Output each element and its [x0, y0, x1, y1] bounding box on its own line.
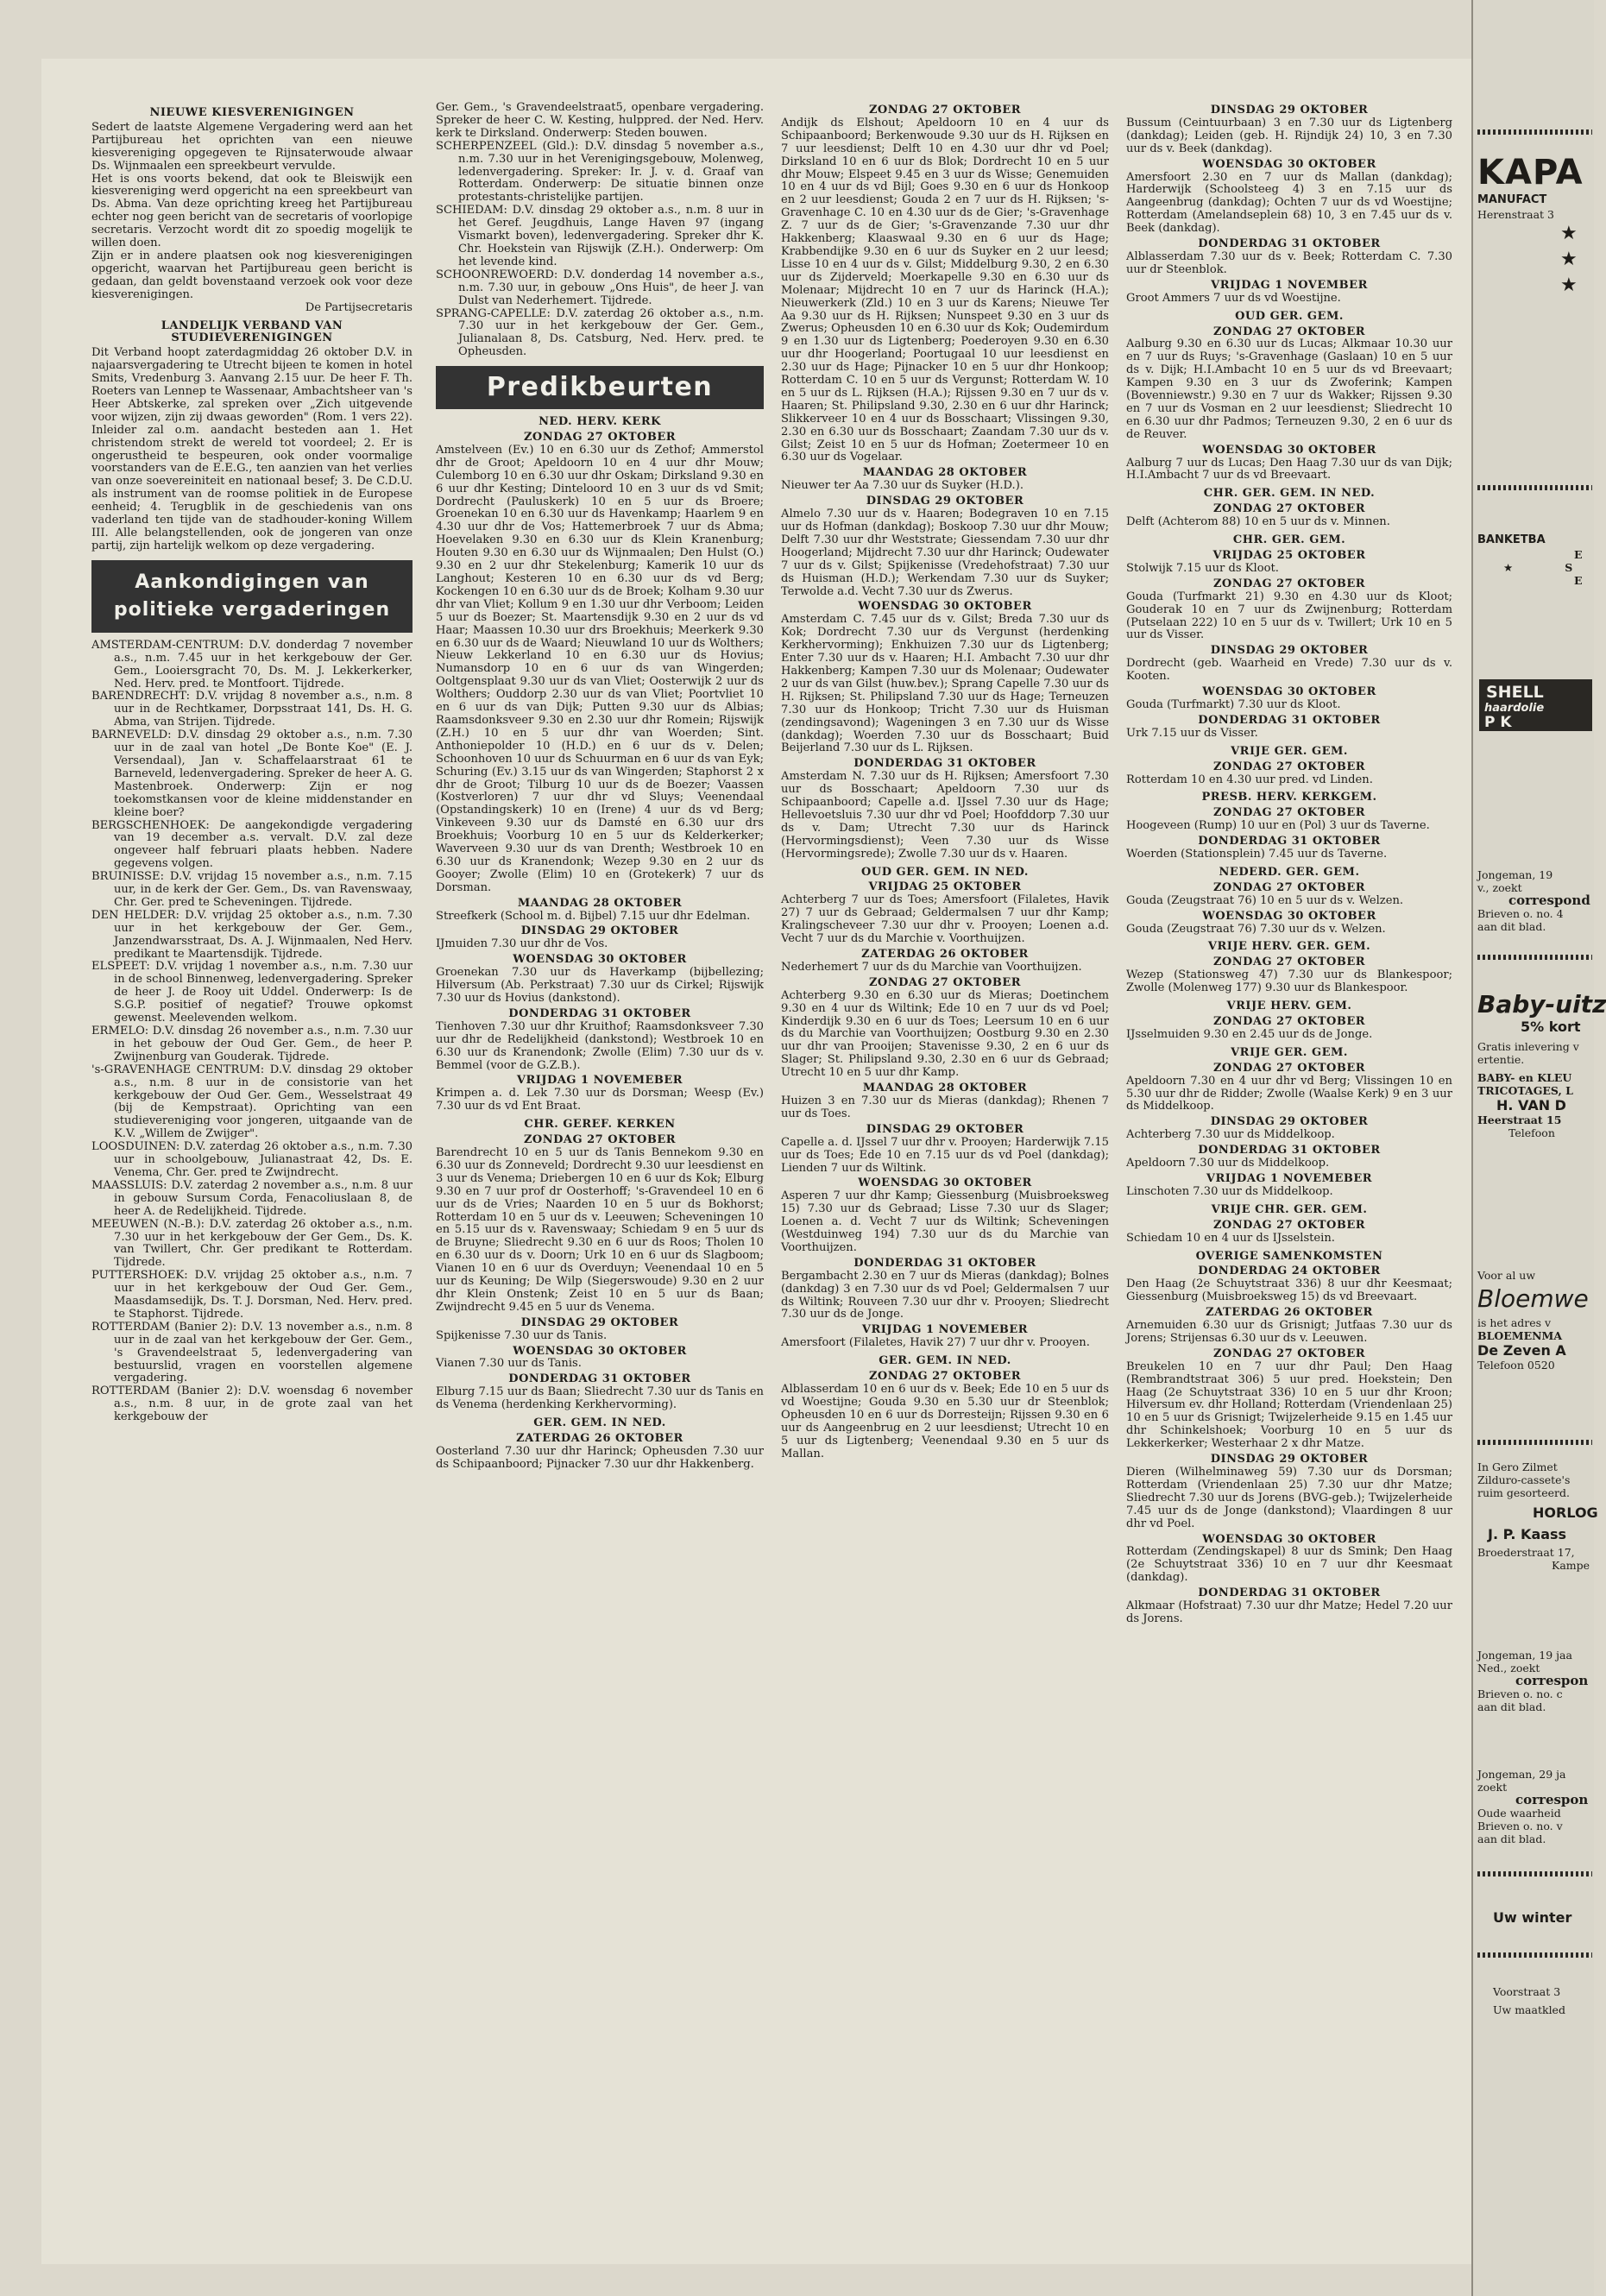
ad-text: Voorstraat 3: [1493, 1985, 1561, 1998]
date-heading: ZATERDAG 26 OKTOBER: [516, 1432, 683, 1445]
meeting-announcement: SCHERPENZEEL (Gld.): D.V. dinsdag 5 november a.s., n.m. 7.30 uur in het Verenigingsgebouw, Molenweg, ledenvergadering. Spreker: Ir. J. v. d. Graaf van Rotterdam. Onderwerp: De situatie binnen onze protestants-christelijke partijen.: [436, 139, 764, 205]
date-heading: WOENSDAG 30 OKTOBER: [513, 953, 687, 967]
date-heading: DINSDAG 29 OKTOBER: [1210, 644, 1369, 658]
paragraph: Krimpen a. d. Lek 7.30 uur ds Dorsman; Weesp (Ev.) 7.30 uur ds vd Ent Braat.: [436, 1087, 764, 1113]
ad-text: Broederstraat 17,: [1477, 1546, 1575, 1559]
paragraph: Woerden (Stationsplein) 7.45 uur ds Taverne.: [1126, 848, 1388, 861]
paragraph: Apeldoorn 7.30 en 4 uur dhr vd Berg; Vlissingen 10 en 5.30 uur dhr de Ridder; Zwolle (Waalse Kerk) 9 en 3 uur ds Middelkoop.: [1126, 1074, 1452, 1113]
paragraph: Wezep (Stationsweg 47) 7.30 uur ds Blankespoor; Zwolle (Molenweg 177) 9.30 uur ds Blankespoor.: [1126, 968, 1452, 995]
star-icon: ★: [1560, 223, 1578, 244]
ad-border: [1477, 955, 1592, 960]
ad-text: is het adres v: [1477, 1316, 1552, 1329]
ad-text: Jongeman, 19 jaa: [1477, 1649, 1572, 1662]
paragraph: Capelle a. d. IJssel 7 uur dhr v. Prooyen; Harderwijk 7.15 uur ds Toes; Ede 10 en 7.15 uur ds vd Poel (dankdag); Lienden 7 uur ds Wiltink.: [781, 1135, 1109, 1175]
date-heading: ZONDAG 27 OKTOBER: [1212, 806, 1366, 820]
meeting-announcement: ROTTERDAM (Banier 2): D.V. 13 november a.s., n.m. 8 uur in de zaal van het kerkgebouw der Ger. Gem., 's Gravendeelstraat 5, ledenvergadering van bestuurslid, vragen en voorstellen algemene vergadering.: [91, 1320, 413, 1385]
ad-text: Oude waarheid: [1477, 1807, 1561, 1820]
meeting-announcement: ERMELO: D.V. dinsdag 26 november a.s., n.m. 7.30 uur in het gebouw der Oud Ger. Gem., de heer P. Zwijnenburg van Gouderak. Tijdrede.: [91, 1025, 413, 1063]
ad-border: [1477, 129, 1592, 135]
paragraph: Achterberg 9.30 en 6.30 uur ds Mieras; Doetinchem 9.30 en 4 uur ds Wiltink; Ede 10 en 7 uur ds vd Poel; Kinderdijk 9.30 en 6 uur ds Toes; Leersum 10 en 6 uur ds du Marchie van Voorthuijzen; Oostburg 9.30 en 2.30 uur dhr van Prooijen; Stavenisse 9.30, 2 en 6 uur ds Slager; St. Philipsland 9.30, 2.30 en 6 uur ds Gebraad; Utrecht 10 en 5 uur dhr Kamp.: [781, 988, 1109, 1080]
ad-text: aan dit blad.: [1477, 920, 1546, 933]
paragraph: Barendrecht 10 en 5 uur ds Tanis Bennekom 9.30 en 6.30 uur ds Zonneveld; Dordrecht 9.30 uur leesdienst en 3 uur ds Venema; Driebergen 10 en 6 uur ds Kok; Elburg 9.30 en 7 uur prof dr Oosterhoff; 's-Gravendeel 10 en 6 uur ds de Vries; Naarden 10 en 5 uur ds Bokhorst; Rotterdam 10 en 5 uur ds v. Leeuwen; Scheveningen 10 en 5.15 uur ds v. Ravenswaay; Schiedam 9 en 5 uur ds de Bruyne; Sliedrecht 9.30 en 6 uur ds Roos; Tholen 10 en 6.30 uur ds v. Doorn; Urk 10 en 6 uur ds Slagboom; Vianen 10 en 6 uur ds Overduyn; Veenendaal 10 en 5 uur ds Keuning; De Wilp (Siegerswoude) 9.30 en 2 uur dhr Klein Onstenk; Zeist 10 en 5 uur ds Baan; Zwijndrecht 9.45 en 5 uur ds Venema.: [436, 1145, 764, 1314]
date-heading: ZONDAG 27 OKTOBER: [523, 1133, 677, 1147]
ad-baby-title: Baby-uitz: [1477, 990, 1606, 1019]
date-heading: WOENSDAG 30 OKTOBER: [1202, 685, 1376, 699]
paragraph: Groenekan 7.30 uur ds Haverkamp (bijbellezing; Hilversum (Ab. Perkstraat) 7.30 uur ds Cirkel; Rijswijk 7.30 uur ds Hovius (dankstond).: [436, 966, 764, 1005]
section-heading: PRESB. HERV. KERKGEM.: [1201, 791, 1377, 804]
date-heading: VRIJDAG 1 NOVEMEBER: [1206, 1171, 1373, 1185]
ad-banketba-line: [1477, 561, 1592, 574]
column-2-sermons: [436, 102, 764, 1472]
paragraph: Schiedam 10 en 4 uur ds IJsselstein.: [1126, 1231, 1335, 1245]
paragraph: Alkmaar (Hofstraat) 7.30 uur dhr Matze; Hedel 7.20 uur ds Jorens.: [1126, 1599, 1452, 1625]
paragraph: Het is ons voorts bekend, dat ook te Bleiswijk een kiesvereniging werd opgericht na een spreekbeurt van Ds. Abma. Van deze oprichting kreeg het Partijbureau echter nog geen bericht van de secretaris of voorlopige secretaris. Verzocht wordt dit zo spoedig mogelijk te willen doen.: [91, 172, 413, 250]
ad-text: correspon: [1515, 1673, 1589, 1688]
paragraph: Vianen 7.30 uur ds Tanis.: [436, 1357, 582, 1371]
section-banner-meetings: Aankondigingen van politieke vergaderingen: [91, 560, 413, 633]
section-heading: OVERIGE SAMENKOMSTEN: [1195, 1249, 1383, 1263]
ad-horlog: [1477, 1460, 1598, 1572]
column-4-sermons: [1126, 102, 1452, 1626]
meeting-announcement: ELSPEET: D.V. vrijdag 1 november a.s., n.m. 7.30 uur in de school Binnenweg, ledenvergadering. Spreker de heer J. de Rooy uit Uddel. Onderwerp: Is de S.G.P. positief of negatief? Trouwe opkomst gewenst. Meelevenden welkom.: [91, 960, 413, 1025]
date-heading: DONDERDAG 31 OKTOBER: [1198, 237, 1381, 251]
ad-text: zoekt: [1477, 1781, 1508, 1794]
date-heading: DONDERDAG 24 OKTOBER: [1198, 1265, 1381, 1278]
date-heading: ZONDAG 27 OKTOBER: [1212, 325, 1366, 338]
date-heading: DONDERDAG 31 OKTOBER: [1198, 835, 1381, 848]
meeting-announcement: BARENDRECHT: D.V. vrijdag 8 november a.s., n.m. 8 uur in de Rechtkamer, Dorpsstraat 141, Ds. H. G. Abma, van Strijen. Tijdrede.: [91, 690, 413, 729]
star-icon: ★: [1503, 561, 1514, 574]
section-heading: GER. GEM. IN NED.: [533, 1416, 666, 1430]
date-heading: VRIJDAG 1 NOVEMEBER: [516, 1074, 683, 1088]
date-heading: ZONDAG 27 OKTOBER: [1212, 760, 1366, 773]
ad-text: v., zoekt: [1477, 881, 1522, 894]
date-heading: ZONDAG 27 OKTOBER: [1212, 880, 1366, 894]
paragraph: Stolwijk 7.15 uur ds Kloot.: [1126, 561, 1279, 575]
paragraph: Andijk ds Elshout; Apeldoorn 10 en 4 uur ds Schipaanboord; Berkenwoude 9.30 uur ds H. Rijksen en 7 uur leesdienst; Delft 10 en 4.30 uur dhr vd Poel; Dirksland 10 en 6 uur ds Blok; Dordrecht 10 en 5 uur dhr Mouw; Elspeet 9.45 en 3 uur ds Wisse; Genemuiden 10 en 4 uur ds vd Bijl; Goes 9.30 en 6 uur ds Honkoop en 2 uur leesdienst; Gouda 2 en 7 uur ds H. Rijksen; 's-Gravenhage C. 10 en 4.30 uur ds de Gier; 's-Gravenhage Z. 7 uur ds de Gier; 's-Gravenzande 7.30 uur dhr Hakkenberg; Klaaswaal 9.30 en 6 uur ds Hage; Krabbendijke 9.30 en 6 uur ds Suyker en 2 uur leesd; Lisse 10 en 4 uur ds v. Gilst; Middelburg 9.30, 2 en 6.30 uur ds Zijderveld; Moerkapelle 9.30 en 6.30 uur ds Molenaar; Mijdrecht 10 en 7 uur ds Harinck (H.A.); Nieuwerkerk (Zld.) 10 en 3 uur ds Karens; Nieuwe Ter Aa 9.30 uur ds H. Rijksen; Nunspeet 9.30 en 3 uur ds Zwerus; Opheusden 10 en 6.30 uur ds Kok; Oudemirdum 9 en 1.30 uur ds Ligtenberg; Poederoyen 9.30 en 6.30 uur dhr Hoogerland; Poortugaal 10 uur leesdienst en 2.30 uur ds Hage; Pijnacker 10 en 5 uur dhr Honkoop; Rotterdam C. 10 en 5 uur ds Vergunst; Rotterdam W. 10 en 5 uur ds L. Rijksen (H.A.); Rijssen 9.30 en 7 uur ds v. Haaren; St. Philipsland 9.30, 2.30 en 6 uur dhr Harinck; Slikkerveer 10 en 4 uur ds Bosschaart; Vlissingen 9.30, 2.30 en 6.30 uur ds Bosschaart; Zaandam 7.30 uur ds v. Gilst; Zeist 10 en 5 uur ds Hofman; Zoetermeer 10 en 6.30 uur ds Vogelaar.: [781, 116, 1109, 464]
paragraph: Hoogeveen (Rump) 10 uur en (Pol) 3 uur ds Taverne.: [1126, 819, 1430, 833]
ad-bloem-title: Bloemwe: [1477, 1284, 1589, 1313]
date-heading: ZONDAG 27 OKTOBER: [523, 431, 677, 445]
date-heading: DINSDAG 29 OKTOBER: [866, 495, 1024, 508]
ad-text: BLOEMENMA: [1477, 1329, 1563, 1342]
meeting-announcement: BARNEVELD: D.V. dinsdag 29 oktober a.s., n.m. 7.30 uur in de zaal van hotel „De Bonte Koe" (E. J. Versendaal), Jan v. Schaffelaarstraat 61 te Barneveld, ledenvergadering. Spreker de heer A. G. Mastenbroek. Onderwerp: Zijn er nog toekomstkansen voor de kleine middenstander en kleine boer?: [91, 729, 413, 819]
adjacent-page-edge: [1471, 0, 1606, 2296]
column-3-sermons: [781, 102, 1109, 1460]
ad-winter: [1477, 1909, 1592, 1926]
ad-banketba-line: E: [1574, 574, 1583, 587]
date-heading: ZATERDAG 26 OKTOBER: [861, 948, 1029, 961]
ad-text: TRICOTAGES, L: [1477, 1084, 1573, 1097]
ad-border: [1477, 485, 1592, 490]
ad-text: Brieven o. no. 4: [1477, 907, 1564, 920]
date-heading: ZONDAG 27 OKTOBER: [1212, 502, 1366, 516]
paragraph: Dieren (Wilhelminaweg 59) 7.30 uur ds Dorsman; Rotterdam (Vriendenlaan 25) 7.30 uur dhr Matze; Sliedrecht 7.30 uur ds Jorens (BVG-geb.); Twijzelerheide 7.45 uur ds de Jonge (dankstond); Vlaardingen 8 uur dhr vd Poel.: [1126, 1466, 1452, 1530]
ad-kapa: [1477, 154, 1592, 299]
paragraph: Gouda (Turfmarkt 21) 9.30 en 4.30 uur ds Kloot; Gouderak 10 en 7 uur ds Zwijnenburg; Rotterdam (Putselaan 222) 10 en 5 uur ds v. Twillert; Urk 10 en 5 uur ds Visser.: [1126, 590, 1452, 642]
paragraph: Almelo 7.30 uur ds v. Haaren; Bodegraven 10 en 7.15 uur ds Hofman (dankdag); Boskoop 7.30 uur dhr Mouw; Delft 7.30 uur dhr Weststrate; Giessendam 7.30 uur dhr Hoogerland; Mijdrecht 7.30 uur dhr Harinck; Oudewater 7 uur ds v. Gilst; Spijkenisse (Vredehofstraat) 7.30 uur ds Huisman (H.D.); Werkendam 7.30 uur ds Suyker; Terwolde a.d. Vecht 7.30 uur ds Zwerus.: [781, 508, 1109, 598]
ad-text: Brieven o. no. c: [1477, 1687, 1563, 1700]
paragraph: Achterberg 7 uur ds Toes; Amersfoort (Filaletes, Havik 27) 7 uur ds Gebraad; Geldermalsen 7 uur dhr Kamp; Kralingscheveer 7.30 uur dhr v. Prooyen; Loenen a.d. Vecht 7 uur ds du Marchie v. Voorthuijzen.: [781, 893, 1109, 946]
paragraph: Apeldoorn 7.30 uur ds Middelkoop.: [1126, 1157, 1330, 1170]
ad-text: Zilduro-cassete's: [1477, 1473, 1571, 1486]
date-heading: DONDERDAG 31 OKTOBER: [508, 1006, 691, 1020]
ad-correspondence-2: [1477, 1649, 1592, 1713]
paragraph: Bergambacht 2.30 en 7 uur ds Mieras (dankdag); Bolnes (dankdag) 3 en 7.30 uur ds vd Poel; Geldermalsen 7 uur ds Wiltink; Rouveen 7.30 uur dhr v. Prooyen; Sliedrecht 7.30 uur ds de Jonge.: [781, 1269, 1109, 1321]
shell-pk: P K: [1484, 714, 1512, 731]
date-heading: ZONDAG 27 OKTOBER: [1212, 577, 1366, 590]
paragraph: Elburg 7.15 uur ds Baan; Sliedrecht 7.30 uur ds Tanis en ds Venema (herdenking Kerkhervorming).: [436, 1385, 764, 1412]
date-heading: WOENSDAG 30 OKTOBER: [1202, 1532, 1376, 1546]
date-heading: DINSDAG 29 OKTOBER: [1210, 1453, 1369, 1467]
date-heading: DONDERDAG 31 OKTOBER: [508, 1372, 691, 1386]
date-heading: WOENSDAG 30 OKTOBER: [1202, 157, 1376, 171]
date-heading: VRIJDAG 25 OKTOBER: [1212, 549, 1366, 562]
section-heading: NED. HERV. KERK: [538, 415, 661, 429]
date-heading: WOENSDAG 30 OKTOBER: [513, 1344, 687, 1358]
paragraph: Rotterdam 10 en 4.30 uur pred. vd Linden.: [1126, 773, 1373, 786]
date-heading: ZONDAG 27 OKTOBER: [868, 975, 1022, 989]
ad-correspondence-1: [1477, 868, 1592, 933]
date-heading: DINSDAG 29 OKTOBER: [1210, 104, 1369, 117]
paragraph: Breukelen 10 en 7 uur dhr Paul; Den Haag (Rembrandtstraat 306) 5 uur pred. Hoekstein; Den Haag (2e Schuytstraat 336) 10 en 5 uur dhr Kroon; Hilversum ev. dhr Holland; Rotterdam (Vriendenlaan 25) 10 en 5 uur ds Grisnigt; Twijzelerheide 9.15 en 1.45 uur dhr Schinkelshoek; Voorburg 10 en 5 uur ds Lekkerkerker; Westerhaar 2 x dhr Matze.: [1126, 1359, 1452, 1451]
paragraph: Delft (Achterom 88) 10 en 5 uur ds v. Minnen.: [1126, 515, 1390, 529]
section-heading: GER. GEM. IN NED.: [879, 1354, 1011, 1368]
section-heading: CHR. GEREF. KERKEN: [524, 1118, 676, 1132]
date-heading: ZONDAG 27 OKTOBER: [1212, 1061, 1366, 1075]
paragraph: IJsselmuiden 9.30 en 2.45 uur ds de Jonge.: [1126, 1027, 1373, 1041]
signature: De Partijsecretaris: [305, 300, 413, 314]
paragraph: Gouda (Zeugstraat 76) 7.30 uur ds v. Welzen.: [1126, 922, 1386, 936]
ad-text: correspon: [1515, 1792, 1589, 1807]
ad-text: Brieven o. no. v: [1477, 1820, 1563, 1832]
meeting-announcement: SCHOONREWOERD: D.V. donderdag 14 november a.s., n.m. 7.30 uur, in gebouw „Ons Huis", de heer J. van Dulst van Nederhemert. Tijdrede.: [436, 268, 764, 307]
section-heading: NEDERD. GER. GEM.: [1219, 865, 1360, 879]
date-heading: VRIJDAG 1 NOVEMEBER: [861, 1323, 1029, 1337]
paragraph: Zijn er in andere plaatsen ook nog kiesverenigingen opgericht, waarvan het Partijbureau geen bericht is gedaan, dan geldt bovenstaand verzoek ook voor deze kiesverenigingen.: [91, 249, 413, 301]
ad-text: aan dit blad.: [1477, 1832, 1546, 1845]
paragraph: Alblasserdam 10 en 6 uur ds v. Beek; Ede 10 en 5 uur ds vd Woestijne; Gouda 9.30 en 5.30 uur dr Steenblok; Opheusden 10 en 6 uur ds Dorresteijn; Rijssen 9.30 en 6 uur ds Aangeenbrug en 2 uur leesdienst; Utrecht 10 en 5 uur ds Ligtenberg; Veenendaal 9.30 en 5 uur ds Mallan.: [781, 1383, 1109, 1460]
ad-text: Voor al uw: [1477, 1269, 1536, 1282]
date-heading: ZONDAG 27 OKTOBER: [868, 104, 1022, 117]
date-heading: ZONDAG 27 OKTOBER: [1212, 1218, 1366, 1232]
date-heading: DONDERDAG 31 OKTOBER: [1198, 1144, 1381, 1157]
ad-text: Jongeman, 19: [1477, 868, 1553, 881]
ad-border: [1477, 1440, 1592, 1445]
ad-text: Kampe: [1552, 1559, 1590, 1572]
ad-text: ertentie.: [1477, 1053, 1525, 1066]
date-heading: WOENSDAG 30 OKTOBER: [1202, 909, 1376, 923]
section-heading: OUD GER. GEM. IN NED.: [861, 865, 1029, 879]
meeting-announcement: ROTTERDAM (Banier 2): D.V. woensdag 6 november a.s., n.m. 8 uur, in de grote zaal van het kerkgebouw der: [91, 1385, 413, 1424]
paragraph: Amsterdam N. 7.30 uur ds H. Rijksen; Amersfoort 7.30 uur ds Bosschaart; Apeldoorn 7.30 uur ds Schipaanboord; Capelle a.d. IJssel 7.30 uur ds Hage; Hellevoetsluis 7.30 uur dhr vd Poel; Hoofddorp 7.30 uur ds v. Dam; Utrecht 7.30 uur ds Harinck (Hervormingsdienst); Veen 7.30 uur ds Wisse (Hervormingsrede); Zwolle 7.30 uur ds v. Haaren.: [781, 770, 1109, 861]
ad-text: Telefoon 0520: [1477, 1359, 1555, 1372]
star-icon: ★: [1560, 249, 1578, 270]
paragraph: Aalburg 9.30 en 6.30 uur ds Lucas; Alkmaar 10.30 uur en 7 uur ds Ruys; 's-Gravenhage (Gaslaan) 10 en 5 uur ds v. Dijk; H.I.Ambacht 10 en 5 uur ds vd Breevaart; Kampen 9.30 en 3 uur ds Zwoferink; Kampen (Bovenniewstr.) 9.30 en 7 uur ds Wakker; Rijssen 9.30 en 7 uur ds Vosman en 2 uur leesdienst; Sliedrecht 10 en 6.30 uur dhr Padmos; Terneuzen 9.30, 2 en 6 uur ds de Reuver.: [1126, 337, 1452, 441]
ad-baby: [1477, 990, 1606, 1139]
ad-kapa-sub: MANUFACT: [1477, 193, 1547, 206]
date-heading: WOENSDAG 30 OKTOBER: [858, 600, 1032, 614]
paragraph: Huizen 3 en 7.30 uur ds Mieras (dankdag); Rhenen 7 uur ds Toes.: [781, 1094, 1109, 1120]
paragraph: Dordrecht (geb. Waarheid en Vrede) 7.30 uur ds v. Kooten.: [1126, 657, 1452, 684]
paragraph: Gouda (Turfmarkt) 7.30 uur ds Kloot.: [1126, 697, 1341, 711]
ad-text: BABY- en KLEU: [1477, 1071, 1572, 1084]
ad-correspondence-3: [1477, 1768, 1592, 1845]
paragraph: Amersfoort 2.30 en 7 uur ds Mallan (dankdag); Harderwijk (Schoolsteeg 4) 3 en 7.15 uur ds Aangeenbrug (dankdag); Ochten 7 uur ds vd Woestijne; Rotterdam (Amelandseplein 68) 10, 3 en 7.45 uur ds v. Beek (dankdag).: [1126, 170, 1452, 236]
meeting-announcement: LOOSDUINEN: D.V. zaterdag 26 oktober a.s., n.m. 7.30 uur in schoolgebouw, Julianastraat 42, Ds. E. Venema, Chr. Ger. pred te Zwijndrecht.: [91, 1140, 413, 1179]
paragraph: Asperen 7 uur dhr Kamp; Giessenburg (Muisbroeksweg 15) 7.30 uur ds Gebraad; Lisse 7.30 uur ds Slager; Loenen a. d. Vecht 7 uur ds Wiltink; Scheveningen (Westduinweg 194) 7.30 uur ds du Marchie van Voorthuijzen.: [781, 1189, 1109, 1254]
ad-text: Telefoon: [1508, 1126, 1555, 1139]
section-heading: VRIJE GER. GEM.: [1231, 744, 1348, 758]
section-heading: OUD GER. GEM.: [1235, 309, 1344, 323]
section-heading: VRIJE HERV. GEM.: [1226, 1000, 1352, 1013]
date-heading: ZONDAG 27 OKTOBER: [868, 1370, 1022, 1384]
ad-text: correspond: [1508, 893, 1590, 908]
date-heading: DINSDAG 29 OKTOBER: [1210, 1115, 1369, 1129]
paragraph: Arnemuiden 6.30 uur ds Grisnigt; Jutfaas 7.30 uur ds Jorens; Strijensas 6.30 uur ds v. Leeuwen.: [1126, 1319, 1452, 1345]
date-heading: MAANDAG 28 OKTOBER: [862, 466, 1028, 480]
paragraph: Groot Ammers 7 uur ds vd Woestijne.: [1126, 291, 1341, 305]
section-heading: VRIJE HERV. GER. GEM.: [1207, 940, 1371, 954]
ad-bloemwe: [1477, 1269, 1592, 1372]
paragraph: Nieuwer ter Aa 7.30 uur ds Suyker (H.D.).: [781, 479, 1023, 493]
date-heading: VRIJDAG 1 NOVEMBER: [1211, 278, 1368, 292]
ad-text: Ned., zoekt: [1477, 1662, 1540, 1675]
meeting-announcement: SCHIEDAM: D.V. dinsdag 29 oktober a.s., n.m. 8 uur in het Geref. Jeugdhuis, Lange Haven 97 (ingang Vismarkt boven), ledenvergadering. Spreker dhr K. Chr. Hoekstein van Rijswijk (Z.H.). Onderwerp: Om het levende kind.: [436, 204, 764, 268]
ad-text: Gratis inlevering v: [1477, 1040, 1579, 1053]
paragraph: Linschoten 7.30 uur ds Middelkoop.: [1126, 1184, 1333, 1198]
paragraph: Spijkenisse 7.30 uur ds Tanis.: [436, 1328, 608, 1342]
paragraph: Amsterdam C. 7.45 uur ds v. Gilst; Breda 7.30 uur ds Kok; Dordrecht 7.30 uur ds Vergunst (herdenking Kerkhervorming); Enkhuizen 7.30 uur ds Ligtenberg; Enter 7.30 uur ds v. Haaren; H.I. Ambacht 7.30 uur dhr Hakkenberg; Kampen 7.30 uur ds Molenaar; Oudewater 2 uur ds van Gilst (huw.bev.); Sprang Capelle 7.30 uur ds H. Rijksen; St. Philipsland 7.30 uur ds Hage; Terneuzen 7.30 uur ds Honkoop; Tricht 7.30 uur ds Huisman (zendingsavond); Wageningen 3 en 7.30 uur ds Wisse (dankdag); Woerden 7.30 uur ds Bosschaart; Buid Beijerland 7.30 uur ds L. Rijksen.: [781, 613, 1109, 755]
section-heading: CHR. GER. GEM.: [1232, 533, 1346, 547]
ad-text: ruim gesorteerd.: [1477, 1486, 1570, 1499]
ad-shell-logo: [1479, 679, 1592, 731]
date-heading: ZONDAG 27 OKTOBER: [1212, 1347, 1366, 1360]
ad-text: H. VAN D: [1496, 1097, 1566, 1113]
ad-text: De Zeven A: [1477, 1342, 1566, 1359]
meeting-announcement: SPRANG-CAPELLE: D.V. zaterdag 26 oktober a.s., n.m. 7.30 uur in het kerkgebouw der Ger. Gem., Julianalaan 8, Ds. Catsburg, Ned. Herv. pred. te Opheusden.: [436, 306, 764, 359]
ad-text: In Gero Zilmet: [1477, 1460, 1558, 1473]
paragraph: Dit Verband hoopt zaterdagmiddag 26 oktober D.V. in najaarsvergadering te Utrecht bijeen te komen in hotel Smits, Vredenburg 3. Aanvang 2.15 uur. De heer F. Th. Roeters van Lennep te Wassenaar, Ambachtsheer van 's Heer Abtskerke, zal spreken over „Zich uitgevende voor wijzen, zijn zij dwaas geworden" (Rom. 1 vers 22). Inleider zal o.m. aandacht besteden aan 1. Het christendom strekt de wereld tot voordeel; 2. Er is ongerustheid te bespeuren, ook onder voormalige voorstanders van de E.E.G., ten aanzien van het verlies van onze soevereiniteit en nationaal besef; 3. De C.D.U. als instrument van de roomse politiek in de Europese eenheid; 4. Terugblik in de geschiedenis van ons vaderland ten tijde van de stadhouder-koning Willem III. Alle belangstellenden, ook de jongeren van onze partij, zijn hartelijk welkom op deze vergadering.: [91, 346, 413, 552]
meeting-announcement: BERGSCHENHOEK: De aangekondigde vergadering van 19 december a.s. vervalt. D.V. zal deze ongeveer half februari plaats hebben. Nadere gegevens volgen.: [91, 818, 413, 871]
ad-text: aan dit blad.: [1477, 1700, 1546, 1713]
ad-text: Jongeman, 29 ja: [1477, 1768, 1566, 1781]
date-heading: DONDERDAG 31 OKTOBER: [853, 1256, 1036, 1270]
paragraph: Tienhoven 7.30 uur dhr Kruithof; Raamsdonksveer 7.30 uur dhr de Redelijkheid (dankstond); Westbroek 10 en 6.30 uur ds Kranendonk; Zwolle (Elim) 7.30 uur ds v. Bemmel (voor de G.Z.B.).: [436, 1019, 764, 1072]
paragraph: Oosterland 7.30 uur dhr Harinck; Opheusden 7.30 uur ds Schipaanboord; Pijnacker 7.30 uur dhr Hakkenberg.: [436, 1444, 764, 1471]
section-heading: CHR. GER. GEM. IN NED.: [1203, 487, 1376, 501]
section-heading: VRIJE CHR. GER. GEM.: [1211, 1202, 1368, 1216]
shell-title: SHELL: [1486, 683, 1544, 702]
ad-text: Uw maatkled: [1493, 2003, 1565, 2016]
meeting-announcement: DEN HELDER: D.V. vrijdag 25 oktober a.s., n.m. 7.30 uur in het kerkgebouw der Ger. Gem., Janzendwarsstraat, Ds. A. J. Wijnmaalen, Ned Herv. predikant te Maartensdijk. Tijdrede.: [91, 908, 413, 961]
paragraph: Aalburg 7 uur ds Lucas; Den Haag 7.30 uur ds van Dijk; H.I.Ambacht 7 uur ds vd Breevaart.: [1126, 456, 1452, 483]
paragraph: Gouda (Zeugstraat 76) 10 en 5 uur ds v. Welzen.: [1126, 893, 1404, 907]
date-heading: DONDERDAG 31 OKTOBER: [1198, 713, 1381, 727]
meeting-announcement: MAASSLUIS: D.V. zaterdag 2 november a.s., n.m. 8 uur in gebouw Sursum Corda, Fenacoliuslaan 8, de heer A. de Redelijkheid. Tijdrede.: [91, 1178, 413, 1218]
column-1-party-news: [91, 102, 413, 1424]
paragraph: Sedert de laatste Algemene Vergadering werd aan het Partijbureau het oprichten van een nieuwe kiesvereniging opgegeven te Rijnsaterwoude alwaar Ds. Wijnmaalen een spreekbeurt vervulde.: [91, 120, 413, 173]
date-heading: DONDERDAG 31 OKTOBER: [853, 757, 1036, 771]
ad-text: Heerstraat 15: [1477, 1113, 1562, 1126]
date-heading: ZONDAG 27 OKTOBER: [1212, 1015, 1366, 1028]
shell-sub: haardolie: [1484, 702, 1545, 715]
paragraph: Bussum (Ceintuurbaan) 3 en 7.30 uur ds Ligtenberg (dankdag); Leiden (geb. H. Rijndijk 24) 10, 3 en 7.30 uur ds v. Beek (dankdag).: [1126, 116, 1452, 155]
ad-kapa-title: KAPA: [1477, 153, 1584, 192]
meeting-announcement: MEEUWEN (N.-B.): D.V. zaterdag 26 oktober a.s., n.m. 7.30 uur in het kerkgebouw der Ger Gem., Ds. K. van Twillert, Chr. Ger predikant te Rotterdam. Tijdrede.: [91, 1217, 413, 1270]
paragraph: Den Haag (2e Schuytstraat 336) 8 uur dhr Keesmaat; Giessenburg (Muisbroeksweg 15) ds vd Breevaart.: [1126, 1277, 1452, 1304]
date-heading: ZONDAG 27 OKTOBER: [1212, 956, 1366, 969]
paragraph: Streefkerk (School m. d. Bijbel) 7.15 uur dhr Edelman.: [436, 909, 751, 923]
paragraph: Achterberg 7.30 uur ds Middelkoop.: [1126, 1128, 1335, 1142]
date-heading: DINSDAG 29 OKTOBER: [866, 1122, 1024, 1136]
date-heading: DINSDAG 29 OKTOBER: [520, 924, 679, 938]
ad-border: [1477, 1871, 1592, 1877]
ad-winter-title: Uw winter: [1493, 1909, 1572, 1926]
ad-banketba-letter: S: [1565, 561, 1573, 574]
ad-baby-discount: 5% kort: [1521, 1019, 1581, 1035]
meeting-announcement: 's-GRAVENHAGE CENTRUM: D.V. dinsdag 29 oktober a.s., n.m. 8 uur in de consistorie van het kerkgebouw der Oud Ger. Gem., Wesselstraat 49 (bij de Kempstraat). Oprichting van een studievereniging voor jongeren, uitgaande van de K.V. „Willem de Zwijger".: [91, 1063, 413, 1141]
paragraph: Amstelveen (Ev.) 10 en 6.30 uur ds Zethof; Ammerstol dhr de Groot; Apeldoorn 10 en 4 uur dhr Mouw; Culemborg 10 en 6.30 uur dhr Oskam; Dirksland 9.30 en 6 uur dhr Kesting; Dinteloord 10 en 3 uur ds vd Smit; Dordrecht (Pauluskerk) 10 en 5 uur ds Broere; Groenekan 10 en 6.30 uur ds Havenkamp; Haarlem 9 en 4.30 uur dhr de Vos; Hattemerbroek 7 uur ds Abma; Hoevelaken 9.30 en 6.30 uur ds Klein Kranenburg; Houten 9.30 en 6.30 uur ds Wijnmaalen; Den Hulst (O.) 9.30 en 2 uur dhr Stekelenburg; Kamerik 10 uur ds Langhout; Kesteren 10 en 6.30 uur ds vd Berg; Kockengen 10 en 6.30 uur ds de Broek; Kolham 9.30 uur dhr van Vliet; Kollum 9 en 1.30 uur dhr Verboom; Leiden 5 uur ds Boezer; St. Maartensdijk 9.30 en 2 uur ds vd Haar; Maassen 10.30 uur drs Broekhuis; Meerkerk 9.30 en 6.30 uur ds de Waard; Nieuwland 10 uur ds Wolthers; Nieuw Lekkerland 10 en 6.30 uur ds Hovius; Numansdorp 10 en 6 uur ds van Wingerden; Ooltgensplaat 9.30 uur ds van Vliet; Oosterwijk 2 uur ds Wolthers; Ouddorp 2.30 uur ds van Vliet; Poortvliet 10 en 6 uur ds van Dijk; Putten 9.30 uur ds Albias; Raamsdonksveer 9.30 en 2.30 uur dhr Romein; Rijswijk (Z.H.) 10 en 5 uur dhr van Woerden; Sint. Anthoniepolder 10 (H.D.) en 6 uur ds v. Delen; Schoonhoven 10 uur ds Schuurman en 6 uur ds van Eyk; Schuring (Ev.) 3.15 uur ds van Wingerden; Staphorst 2 x dhr de Groot; Tilburg 10 uur ds de Boezer; Vaassen (Kostverloren) 7 uur dhr vd Sluys; Veenendaal (Opstandingskerk) 10 en (Irene) 4 uur ds vd Berg; Vinkeveen 9.30 uur ds Damsté en 6.30 uur drs Broekhuis; Voorburg 10 en 5 uur ds Kelderkerker; Waverveen 9.30 uur ds van Drenth; Westbroek 10 en 6.30 uur ds Kranendonk; Wezep 9.30 en 2 uur ds Gooyer; Zwolle (Elim) 10 en (Grotekerk) 7 uur ds Dorsman.: [436, 443, 764, 894]
date-heading: VRIJDAG 25 OKTOBER: [868, 880, 1022, 894]
paragraph: Amersfoort (Filaletes, Havik 27) 7 uur dhr v. Prooyen.: [781, 1336, 1090, 1350]
ad-maatkleding: [1477, 1985, 1592, 2016]
star-icon: ★: [1560, 274, 1578, 296]
meeting-announcement: AMSTERDAM-CENTRUM: D.V. donderdag 7 november a.s., n.m. 7.45 uur in het kerkgebouw der Ger. Gem., Looiersgracht 70, Ds. M. J. Lekkerkerker, Ned. Herv. pred. te Montfoort. Tijdrede.: [91, 638, 413, 691]
meeting-announcement: BRUINISSE: D.V. vrijdag 15 november a.s., n.m. 7.15 uur, in de kerk der Ger. Gem., Ds. van Ravenswaay, Chr. Ger. pred te Scheveningen. Tijdrede.: [91, 870, 413, 909]
ad-banketba-title: BANKETBA: [1477, 533, 1546, 546]
date-heading: WOENSDAG 30 OKTOBER: [1202, 443, 1376, 457]
paragraph: Nederhemert 7 uur ds du Marchie van Voorthuijzen.: [781, 960, 1082, 974]
paragraph: IJmuiden 7.30 uur dhr de Vos.: [436, 937, 608, 951]
paragraph: Alblasserdam 7.30 uur ds v. Beek; Rotterdam C. 7.30 uur dr Steenblok.: [1126, 249, 1452, 276]
section-heading: NIEUWE KIESVERENIGINGEN: [149, 106, 355, 119]
ad-border: [1477, 1952, 1592, 1958]
ad-banketba-line: E: [1574, 548, 1583, 561]
section-banner-predikbeurten: Predikbeurten: [436, 366, 764, 409]
meeting-announcement: PUTTERSHOEK: D.V. vrijdag 25 oktober a.s., n.m. 7 uur in het kerkgebouw der Oud Ger. Gem., Maasdamsedijk, Ds. T. J. Dorsman, Ned. Herv. pred. te Staphorst. Tijdrede.: [91, 1269, 413, 1321]
section-heading: VRIJE GER. GEM.: [1231, 1045, 1348, 1059]
date-heading: WOENSDAG 30 OKTOBER: [858, 1176, 1032, 1190]
date-heading: MAANDAG 28 OKTOBER: [517, 896, 683, 910]
date-heading: ZATERDAG 26 OKTOBER: [1206, 1306, 1373, 1320]
date-heading: DONDERDAG 31 OKTOBER: [1198, 1586, 1381, 1600]
ad-horlog-title: HORLOG: [1533, 1504, 1598, 1521]
ad-text: J. P. Kaass: [1488, 1526, 1567, 1542]
paragraph: Rotterdam (Zendingskapel) 8 uur ds Smink; Den Haag (2e Schuytstraat 336) 10 en 7 uur dhr Keesmaat (dankdag).: [1126, 1545, 1452, 1585]
paragraph: Urk 7.15 uur ds Visser.: [1126, 726, 1258, 740]
ad-kapa-address: Herenstraat 3: [1477, 208, 1554, 221]
paragraph: Ger. Gem., 's Gravendeelstraat5, openbare vergadering. Spreker de heer C. W. Kesting, hulppred. der Ned. Herv. kerk te Dirksland. Onderwerp: Steden bouwen.: [436, 101, 764, 140]
ad-banketbakker: [1477, 532, 1592, 587]
section-heading: LANDELIJK VERBAND VAN STUDIEVERENIGINGEN: [161, 319, 343, 345]
date-heading: MAANDAG 28 OKTOBER: [862, 1082, 1028, 1095]
date-heading: DINSDAG 29 OKTOBER: [520, 1315, 679, 1329]
